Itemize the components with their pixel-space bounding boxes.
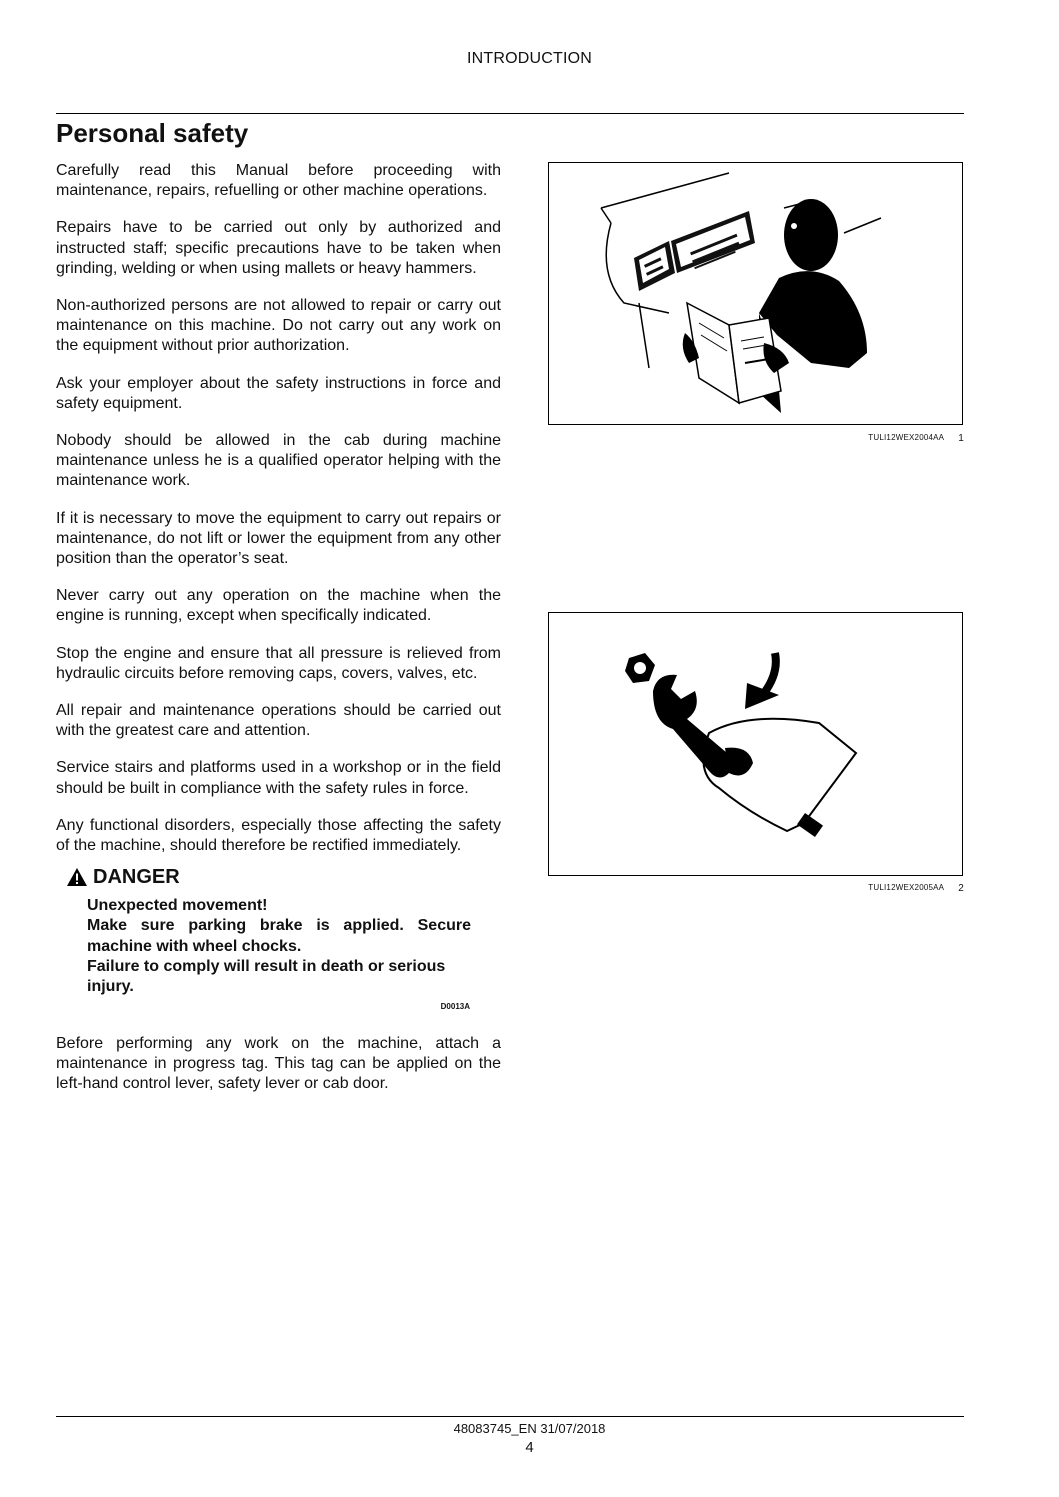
danger-message: [87, 896, 471, 1017]
paragraph: Carefully read this Manual before proceeding with maintenance, repairs, refuelling or other machine operations.: [56, 162, 501, 200]
paragraph: Never carry out any operation on the machine when the engine is running, except when specifically indicated.: [56, 587, 501, 625]
paragraph: Ask your employer about the safety instructions in force and safety equipment.: [56, 374, 501, 412]
danger-line: Make sure parking brake is applied. Secure machine with wheel chocks.: [87, 917, 471, 955]
hex-nut-icon: [625, 653, 655, 683]
figure-wrench: [548, 612, 963, 876]
figure-caption: [868, 432, 964, 443]
page-title: Personal safety: [56, 118, 249, 148]
figure-code: TULI12WEX2005AA: [868, 883, 945, 892]
footer-rule: [56, 1416, 964, 1417]
paragraph: Service stairs and platforms used in a workshop or in the field should be built in compliance with the safety rules in force.: [56, 759, 501, 797]
person-reading-manual-illustration: [549, 163, 962, 424]
paragraph: Any functional disorders, especially those affecting the safety of the machine, should therefore be rectified immediately.: [56, 816, 501, 855]
paragraph: If it is necessary to move the equipment to carry out repairs or maintenance, do not lift or lower the equipment from any other position than the operator’s seat.: [56, 509, 501, 568]
page-number: 4: [525, 1439, 534, 1456]
safety-decal-icon: [634, 241, 675, 291]
curved-arrow-icon: [745, 653, 779, 709]
danger-heading: [66, 864, 501, 890]
page-header-section: INTRODUCTION: [466, 50, 593, 67]
paragraph: All repair and maintenance operations should be carried out with the greatest care and attention.: [56, 702, 501, 740]
figure-reading-manual: [548, 162, 963, 425]
header-rule: [56, 113, 964, 114]
body-text-column: [56, 161, 501, 1111]
figure-caption: [868, 882, 964, 893]
hand-with-wrench-illustration: [549, 613, 962, 875]
warning-triangle-icon: [66, 867, 88, 887]
figure-code: TULI12WEX2004AA: [868, 433, 945, 442]
paragraph: Nobody should be allowed in the cab during machine maintenance unless he is a qualified operator helping with the maintenance work.: [56, 432, 501, 490]
paragraph: Non-authorized persons are not allowed to repair or carry out maintenance on this machine. Do not carry out any work on the equipment without prior authorization.: [56, 297, 501, 355]
danger-notice: [56, 864, 501, 1017]
figure-number: 2: [958, 883, 964, 894]
paragraph: Repairs have to be carried out only by authorized and instructed staff; specific precautions have to be taken when grinding, welding or when using mallets or heavy hammers.: [56, 219, 501, 277]
danger-code: D0013A: [440, 1002, 470, 1012]
danger-heading-label: DANGER: [93, 866, 180, 889]
safety-decal-icon: [671, 211, 755, 273]
footer-document-reference: 48083745_EN 31/07/2018: [453, 1421, 606, 1436]
paragraph: Stop the engine and ensure that all pressure is relieved from hydraulic circuits before removing caps, covers, valves, etc.: [56, 644, 501, 682]
paragraph: Before performing any work on the machine, attach a maintenance in progress tag. This tag can be applied on the left-hand control lever, safety lever or cab door.: [56, 1034, 501, 1092]
danger-line: Failure to comply will result in death or serious injury.: [87, 957, 446, 996]
person-head: [784, 199, 838, 271]
figure-number: 1: [958, 433, 964, 444]
danger-line: Unexpected movement!: [87, 897, 268, 915]
